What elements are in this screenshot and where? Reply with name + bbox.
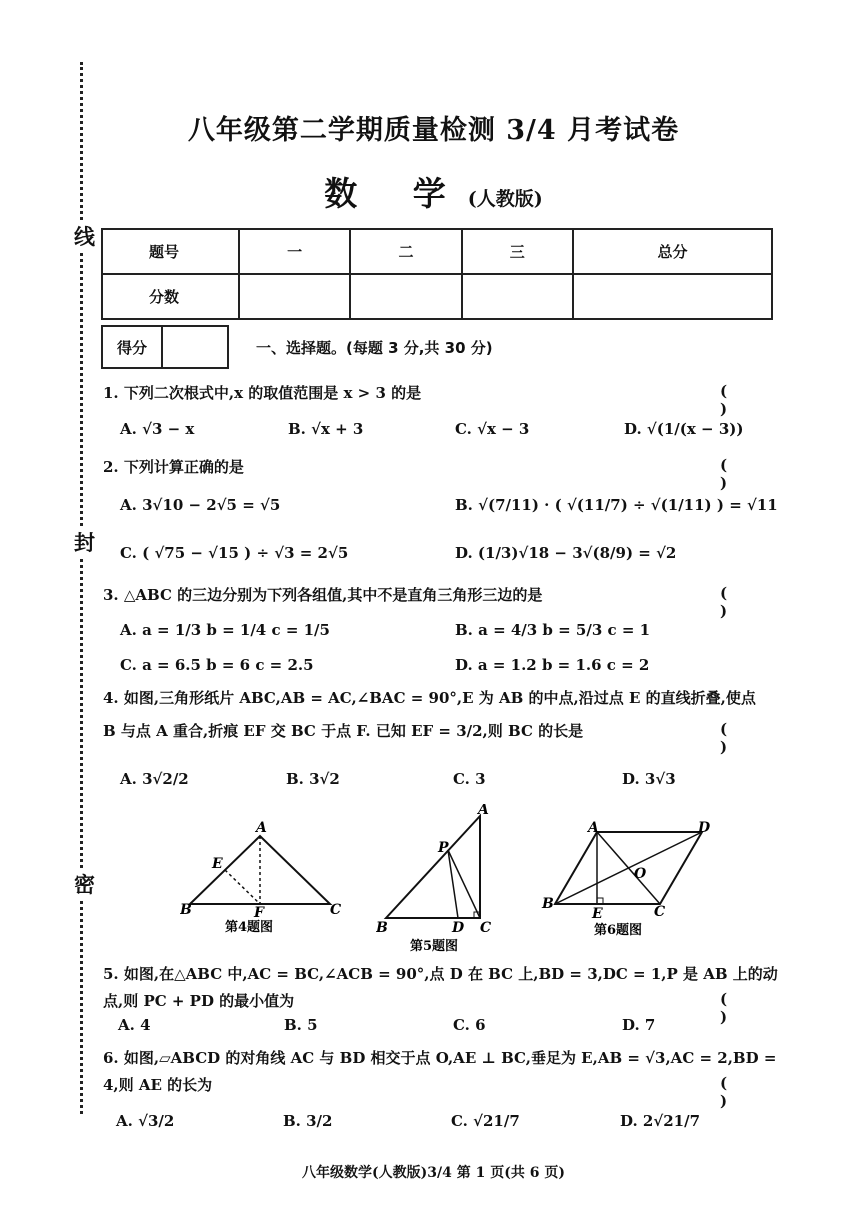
option-c: C. 3 [453, 770, 486, 788]
answer-blank[interactable]: ( ) [720, 720, 771, 756]
fig5-label-a: A [478, 804, 489, 818]
answer-blank[interactable]: ( ) [720, 1074, 771, 1110]
fig4-caption: 第4题图 [225, 920, 274, 935]
answer-blank[interactable]: ( ) [720, 456, 771, 492]
question-4-stem-line2: B 与点 A 重合,折痕 EF 交 BC 于点 F. 已知 EF = 3/2,则 BC 的长是 [103, 722, 584, 740]
answer-blank[interactable]: ( ) [720, 382, 771, 418]
fig4-label-e: E [212, 856, 223, 872]
score-entry-cell[interactable] [573, 274, 772, 319]
fig5-label-b: B [376, 920, 388, 936]
option-a: A. a = 1/3 b = 1/4 c = 1/5 [120, 621, 330, 639]
subject-name: 数 学 [324, 174, 468, 213]
question-6-stem-line1: 6. 如图,▱ABCD 的对角线 AC 与 BD 相交于点 O,AE ⊥ BC,垂足为 E,AB = √3,AC = 2,BD = [103, 1049, 777, 1067]
option-b: B. √x + 3 [288, 420, 364, 438]
option-b: B. 3√2 [286, 770, 340, 788]
section-score-label: 得分 [116, 338, 147, 357]
fig6-label-a: A [588, 820, 599, 836]
score-table-score-row [102, 274, 772, 319]
fig6-label-o: O [634, 866, 647, 882]
fig6-label-b: B [542, 896, 554, 912]
binding-dotted-line [80, 62, 83, 1114]
exam-title: 八年级第二学期质量检测 3/4 月考试卷 [187, 115, 680, 146]
answer-blank[interactable]: ( ) [720, 990, 771, 1026]
option-a: A. √3/2 [116, 1112, 175, 1130]
option-c: C. a = 6.5 b = 6 c = 2.5 [120, 656, 314, 674]
option-b: B. √(7/11) · ( √(11/7) ÷ √(1/11) ) = √11 [455, 496, 778, 514]
score-entry-cell[interactable] [462, 274, 573, 319]
option-a: A. √3 − x [120, 420, 195, 438]
fig5-caption: 第5题图 [410, 939, 459, 954]
score-table-cell: 二 [350, 229, 461, 274]
figure-5 [376, 804, 496, 956]
fig4-label-b: B [180, 902, 192, 918]
score-entry-cell[interactable] [239, 274, 350, 319]
option-d: D. 3√3 [622, 770, 676, 788]
option-b: B. a = 4/3 b = 5/3 c = 1 [455, 621, 651, 639]
edition-label: (人教版) [467, 188, 543, 210]
option-c: C. √21/7 [451, 1112, 520, 1130]
fig6-caption: 第6题图 [594, 923, 643, 938]
score-table [101, 228, 773, 320]
option-d: D. √(1/(x − 3)) [624, 420, 744, 438]
score-table-cell: 一 [239, 229, 350, 274]
fig6-label-d: D [698, 820, 711, 836]
fig4-fold-ef [225, 870, 260, 904]
answer-blank[interactable]: ( ) [720, 584, 771, 620]
section-score-entry[interactable] [161, 327, 227, 367]
fig6-label-c: C [654, 904, 666, 920]
page-footer: 八年级数学(人教版)3/4 第 1 页(共 6 页) [302, 1165, 565, 1181]
section-score-box [101, 325, 229, 369]
option-d: D. 2√21/7 [620, 1112, 701, 1130]
option-b: B. 3/2 [283, 1112, 333, 1130]
seal-char-seal: 封 [74, 528, 95, 558]
question-5-stem-line1: 5. 如图,在△ABC 中,AC = BC,∠ACB = 90°,点 D 在 BC 上,BD = 3,DC = 1,P 是 AB 上的动 [103, 965, 778, 983]
fig4-label-f: F [254, 905, 264, 921]
score-table-cell: 三 [462, 229, 573, 274]
question-2-stem: 2. 下列计算正确的是 [103, 458, 244, 476]
option-a: A. 3√2/2 [120, 770, 189, 788]
option-c: C. √x − 3 [455, 420, 530, 438]
fig5-label-p: P [438, 840, 449, 856]
seal-char-secret: 密 [74, 870, 95, 900]
score-table-cell: 总分 [573, 229, 772, 274]
fig5-triangle-abc [386, 816, 480, 918]
question-3-stem: 3. △ABC 的三边分别为下列各组值,其中不是直角三角形三边的是 [103, 586, 543, 604]
section-heading: 一、选择题。(每题 3 分,共 30 分) [256, 339, 493, 357]
option-d: D. a = 1.2 b = 1.6 c = 2 [455, 656, 650, 674]
figure-4 [180, 818, 350, 938]
question-6-stem-line2: 4,则 AE 的长为 [103, 1076, 213, 1094]
fig5-label-c: C [480, 920, 492, 936]
score-table-cell: 分数 [102, 274, 239, 319]
option-a: A. 3√10 − 2√5 = √5 [120, 496, 281, 514]
seal-char-line: 线 [74, 222, 95, 252]
question-1-stem: 1. 下列二次根式中,x 的取值范围是 x > 3 的是 [103, 384, 422, 402]
question-5-stem-line2: 点,则 PC + PD 的最小值为 [103, 992, 295, 1010]
option-a: A. 4 [118, 1016, 151, 1034]
option-d: D. 7 [622, 1016, 656, 1034]
fig5-label-d: D [452, 920, 465, 936]
score-table-cell: 题号 [102, 229, 239, 274]
fig4-triangle-abc [190, 836, 330, 904]
question-4-stem-line1: 4. 如图,三角形纸片 ABC,AB = AC,∠BAC = 90°,E 为 AB 的中点,沿过点 E 的直线折叠,使点 [103, 689, 756, 707]
score-entry-cell[interactable] [350, 274, 461, 319]
option-c: C. 6 [453, 1016, 486, 1034]
option-d: D. (1/3)√18 − 3√(8/9) = √2 [455, 544, 677, 562]
fig4-label-c: C [330, 902, 342, 918]
figure-6 [540, 818, 720, 943]
option-c: C. ( √75 − √15 ) ÷ √3 = 2√5 [120, 544, 349, 562]
subject-heading [0, 168, 867, 215]
score-table-header-row [102, 229, 772, 274]
option-b: B. 5 [284, 1016, 318, 1034]
fig4-label-a: A [256, 820, 267, 836]
fig6-label-e: E [592, 906, 603, 922]
